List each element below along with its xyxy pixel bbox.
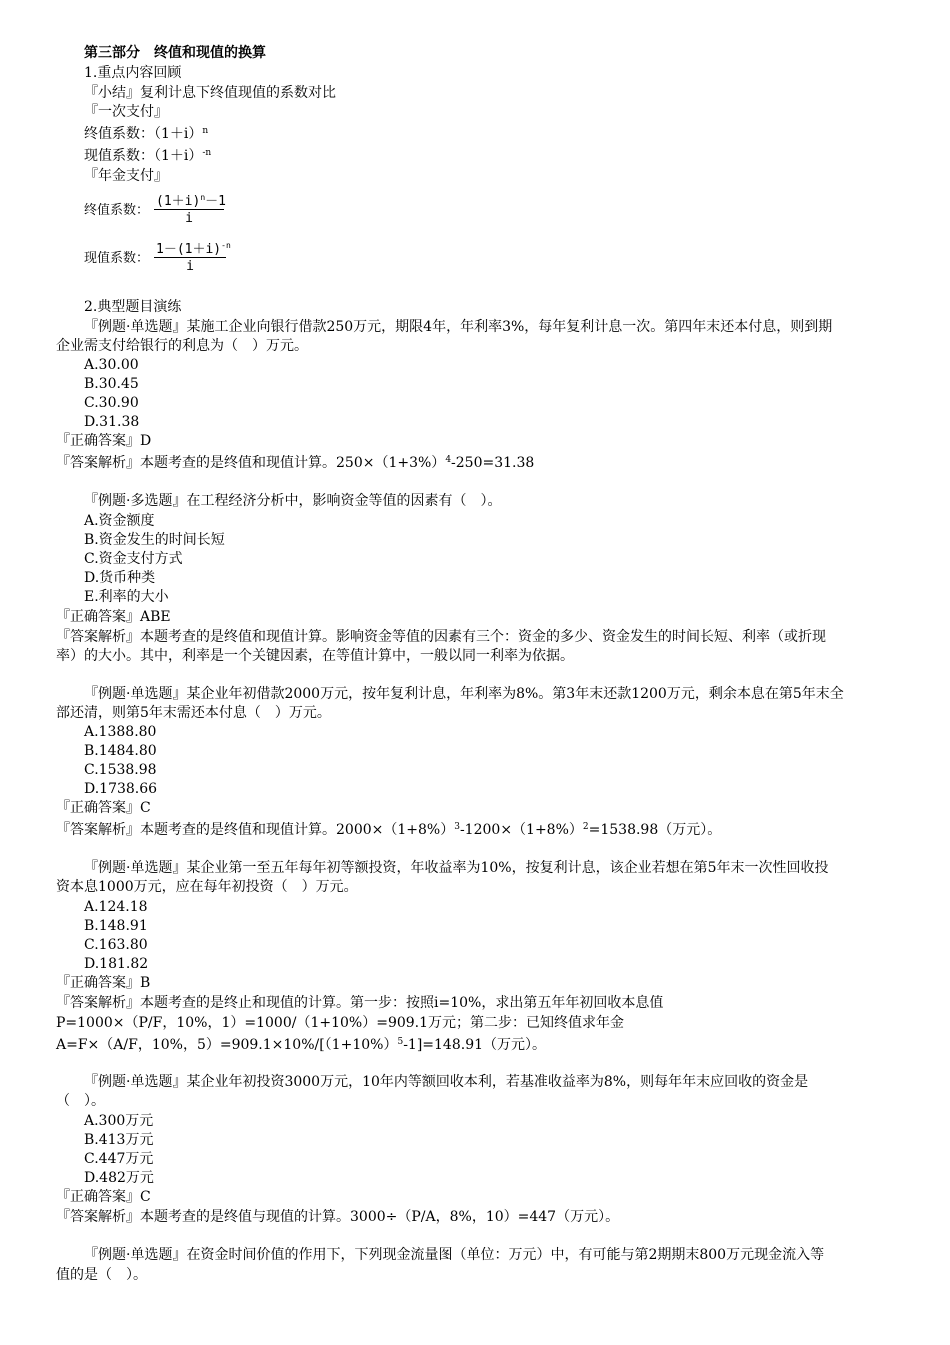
q5-analysis: 『答案解析』本题考查的是终值与现值的计算。3000÷（P/A，8%，10）=447（万元）。 xyxy=(56,1209,620,1225)
q4-answer: 『正确答案』B xyxy=(56,975,151,991)
q2-option-c: C.资金支付方式 xyxy=(84,551,183,567)
q1-stem-line1: 『例题·单选题』某施工企业向银行借款250万元，期限4年，年利率3%，每年复利计息一次。第四年末还本付息，则到期 xyxy=(84,319,833,335)
q1-answer: 『正确答案』D xyxy=(56,433,152,449)
summary-line: 『小结』复利计息下终值现值的系数对比 xyxy=(84,85,336,101)
q2-answer: 『正确答案』ABE xyxy=(56,609,171,625)
q1-stem-line2: 企业需支付给银行的利息为（ ）万元。 xyxy=(56,338,308,354)
fv-factor: 终值系数：$(1+i)^n$ xyxy=(84,126,209,142)
q3-option-c: C.1538.98 xyxy=(84,762,157,778)
q2-option-b: B.资金发生的时间长短 xyxy=(84,532,225,548)
annuity-heading: 『年金支付』 xyxy=(84,168,168,184)
q4-analysis-line1: 『答案解析』本题考查的是终止和现值的计算。第一步：按照i=10%，求出第五年年初回收本息值 xyxy=(56,995,664,1011)
q4-stem-line1: 『例题·单选题』某企业第一至五年每年初等额投资，年收益率为10%，按复利计息，该企业若想在第5年末一次性回收投 xyxy=(84,860,829,876)
q2-option-d: D.货币种类 xyxy=(84,570,156,586)
q5-stem-line2: （ ）。 xyxy=(56,1093,105,1109)
q5-stem-line1: 『例题·单选题』某企业年初投资3000万元，10年内等额回收本利，若基准收益率为8%，则每年年末应回收的资金是 xyxy=(84,1074,809,1090)
q3-stem-line2: 部还清，则第5年末需还本付息（ ）万元。 xyxy=(56,705,331,721)
part2-heading: 2.典型题目演练 xyxy=(84,299,182,315)
q3-stem-line1: 『例题·单选题』某企业年初借款2000万元，按年复利计息，年利率为8%。第3年末还款1200万元，剩余本息在第5年末全 xyxy=(84,686,844,702)
q1-option-b: B.30.45 xyxy=(84,376,139,392)
q3-answer: 『正确答案』C xyxy=(56,800,151,816)
q5-option-a: A.300万元 xyxy=(84,1113,154,1129)
annuity-fv-formula: 终值系数： $(1+i)^n-1$ i xyxy=(84,193,226,226)
q4-option-d: D.181.82 xyxy=(84,956,149,972)
q3-option-d: D.1738.66 xyxy=(84,781,158,797)
q3-option-b: B.1484.80 xyxy=(84,743,157,759)
annuity-pv-formula: 现值系数： $1-(1+i)^{-n}$ i xyxy=(84,241,231,274)
fraction-bar xyxy=(154,209,224,210)
q5-option-b: B.413万元 xyxy=(84,1132,154,1148)
q3-option-a: A.1388.80 xyxy=(84,724,157,740)
pv-factor: 现值系数：$(1+i)^{-n}$ xyxy=(84,148,212,164)
q1-option-c: C.30.90 xyxy=(84,395,139,411)
q5-answer: 『正确答案』C xyxy=(56,1189,151,1205)
q4-analysis-line2: P=1000×（P/F，10%，1）=1000/（1+10%）=909.1万元；第二步：已知终值求年金 xyxy=(56,1015,625,1031)
single-payment-heading: 『一次支付』 xyxy=(84,104,168,120)
q3-analysis: 『答案解析』本题考查的是终值和现值计算。$2000\times(1+8\%)^3-1200\times(1+8\%)^2=1538.98$（万元）。 xyxy=(56,822,722,838)
q4-option-a: A.124.18 xyxy=(84,899,148,915)
q2-analysis-line1: 『答案解析』本题考查的是终值和现值计算。影响资金等值的因素有三个：资金的多少、资金发生的时间长短、利率（或折现 xyxy=(56,629,826,645)
q5-option-c: C.447万元 xyxy=(84,1151,154,1167)
part1-heading: 1.重点内容回顾 xyxy=(84,65,182,81)
fraction-bar xyxy=(154,257,226,258)
section-title: 第三部分 终值和现值的换算 xyxy=(84,45,266,61)
q1-analysis: 『答案解析』本题考查的是终值和现值计算。$250\times(1+3\%)^4-250=31.38$ xyxy=(56,455,535,471)
q1-option-a: A.30.00 xyxy=(84,357,139,373)
q2-stem: 『例题·多选题』在工程经济分析中，影响资金等值的因素有（ ）。 xyxy=(84,493,502,509)
q4-option-b: B.148.91 xyxy=(84,918,148,934)
q4-stem-line2: 资本息1000万元，应在每年初投资（ ）万元。 xyxy=(56,879,358,895)
q1-option-d: D.31.38 xyxy=(84,414,140,430)
q6-stem-line2: 值的是（ ）。 xyxy=(56,1267,147,1283)
q2-option-a: A.资金额度 xyxy=(84,513,155,529)
q2-analysis-line2: 率）的大小。其中，利率是一个关键因素，在等值计算中，一般以同一利率为依据。 xyxy=(56,648,574,664)
q5-option-d: D.482万元 xyxy=(84,1170,154,1186)
q4-option-c: C.163.80 xyxy=(84,937,148,953)
q4-analysis-line3: A=F×（A/F，10%，$5)=909.1\times 10\%/[(1+10\%)^5-1]=148.91$（万元）。 xyxy=(56,1037,547,1053)
q2-option-e: E.利率的大小 xyxy=(84,589,169,605)
q6-stem-line1: 『例题·单选题』在资金时间价值的作用下，下列现金流量图（单位：万元）中，有可能与第2期期末800万元现金流入等 xyxy=(84,1247,825,1263)
